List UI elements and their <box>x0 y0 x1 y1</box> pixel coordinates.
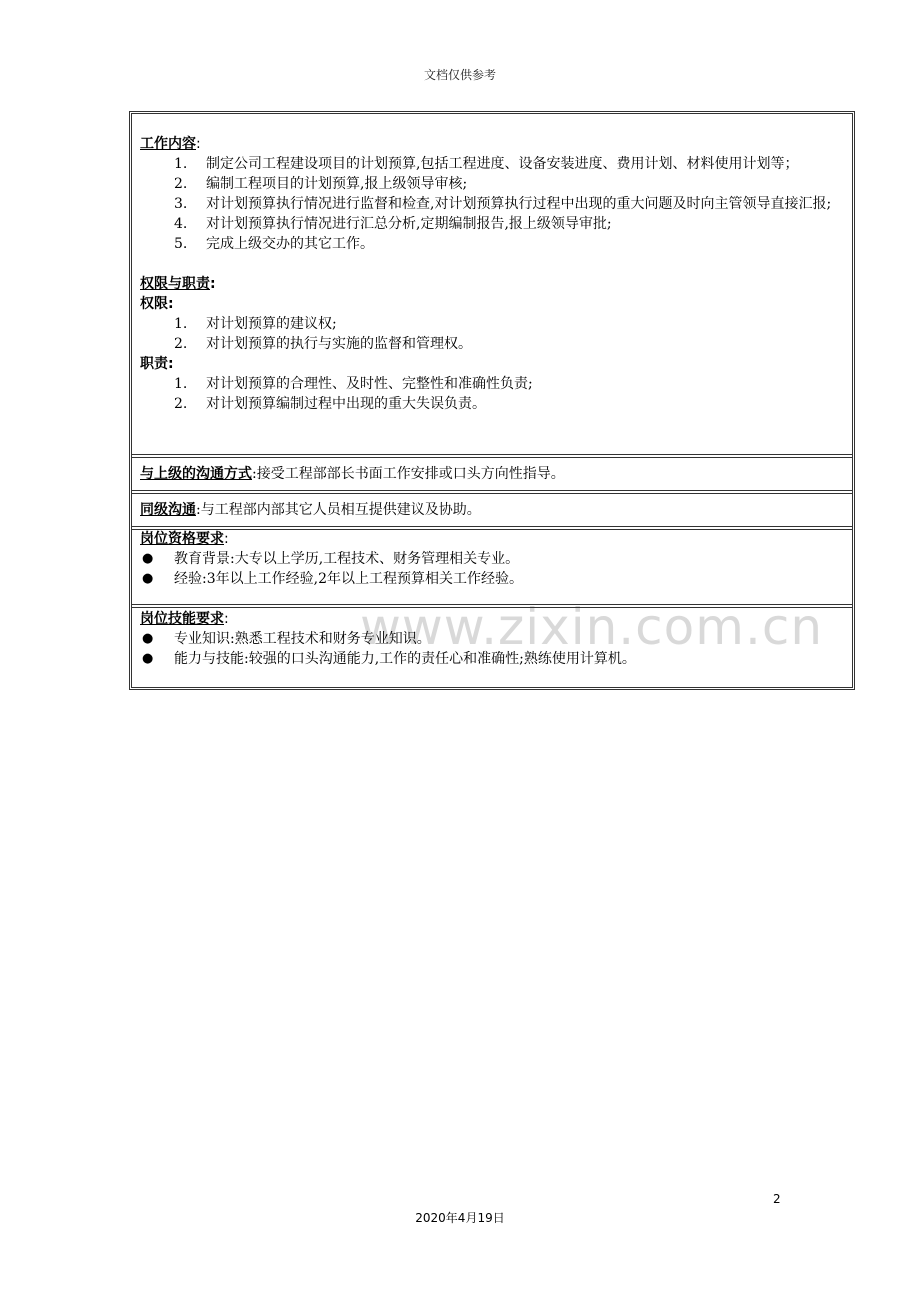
authority-heading: 权限与职责: <box>140 276 216 292</box>
duty-item: 4. 对计划预算执行情况进行汇总分析,定期编制报告,报上级领导审批; <box>174 216 612 232</box>
qualification-item: ● 经验:3年以上工作经验,2年以上工程预算相关工作经验。 <box>142 571 523 587</box>
superior-communication-heading: 与上级的沟通方式 <box>140 466 252 482</box>
duty-item: 2. 编制工程项目的计划预算,报上级领导审核; <box>174 176 468 192</box>
bullet-icon: ● <box>142 631 154 646</box>
peer-communication-heading: 同级沟通 <box>140 502 196 518</box>
watermark: www.zixin.com.cn <box>360 598 824 656</box>
duty-item: 1. 制定公司工程建设项目的计划预算,包括工程进度、设备安装进度、费用计划、材料使用计划等； <box>174 156 799 172</box>
qualifications-section <box>132 529 852 589</box>
page-header: 文档仅供参考 <box>423 68 496 82</box>
row-divider <box>132 604 852 608</box>
responsibility-item: 1. 对计划预算的合理性、及时性、完整性和准确性负责; <box>174 376 533 392</box>
qualification-item: ● 教育背景:大专以上学历,工程技术、财务管理相关专业。 <box>142 551 520 567</box>
job-description-table <box>129 111 855 690</box>
responsibilities-label: 职责: <box>140 356 174 372</box>
duties-heading: 工作内容: <box>140 136 201 152</box>
duties-section <box>132 134 852 414</box>
duty-item: 3. 对计划预算执行情况进行监督和检查,对计划预算执行过程中出现的重大问题及时向主管领导直接汇报; <box>174 196 832 212</box>
qualifications-heading: 岗位资格要求: <box>140 531 229 547</box>
footer-date: 2020年4月19日 <box>415 1211 505 1225</box>
superior-communication-text: :接受工程部部长书面工作安排或口头方向性指导。 <box>252 466 565 482</box>
skill-item: ● 专业知识:熟悉工程技术和财务专业知识。 <box>142 631 431 647</box>
row-divider <box>132 490 852 494</box>
skills-section <box>132 609 852 669</box>
right-item: 1. 对计划预算的建议权; <box>174 316 337 332</box>
bullet-icon: ● <box>142 551 154 566</box>
row-divider <box>132 454 852 458</box>
bullet-icon: ● <box>142 651 154 666</box>
bullet-icon: ● <box>142 571 154 586</box>
peer-communication-row <box>132 500 852 520</box>
peer-communication-text: :与工程部内部其它人员相互提供建议及协助。 <box>196 502 481 518</box>
responsibility-item: 2. 对计划预算编制过程中出现的重大失误负责。 <box>174 396 486 412</box>
duty-item: 5. 完成上级交办的其它工作。 <box>174 236 374 252</box>
page-number: 2 <box>773 1192 781 1206</box>
skills-heading: 岗位技能要求: <box>140 611 229 627</box>
skill-item: ● 能力与技能:较强的口头沟通能力,工作的责任心和准确性;熟练使用计算机。 <box>142 651 636 667</box>
right-item: 2. 对计划预算的执行与实施的监督和管理权。 <box>174 336 472 352</box>
superior-communication-row <box>132 464 852 484</box>
rights-label: 权限: <box>140 296 174 312</box>
